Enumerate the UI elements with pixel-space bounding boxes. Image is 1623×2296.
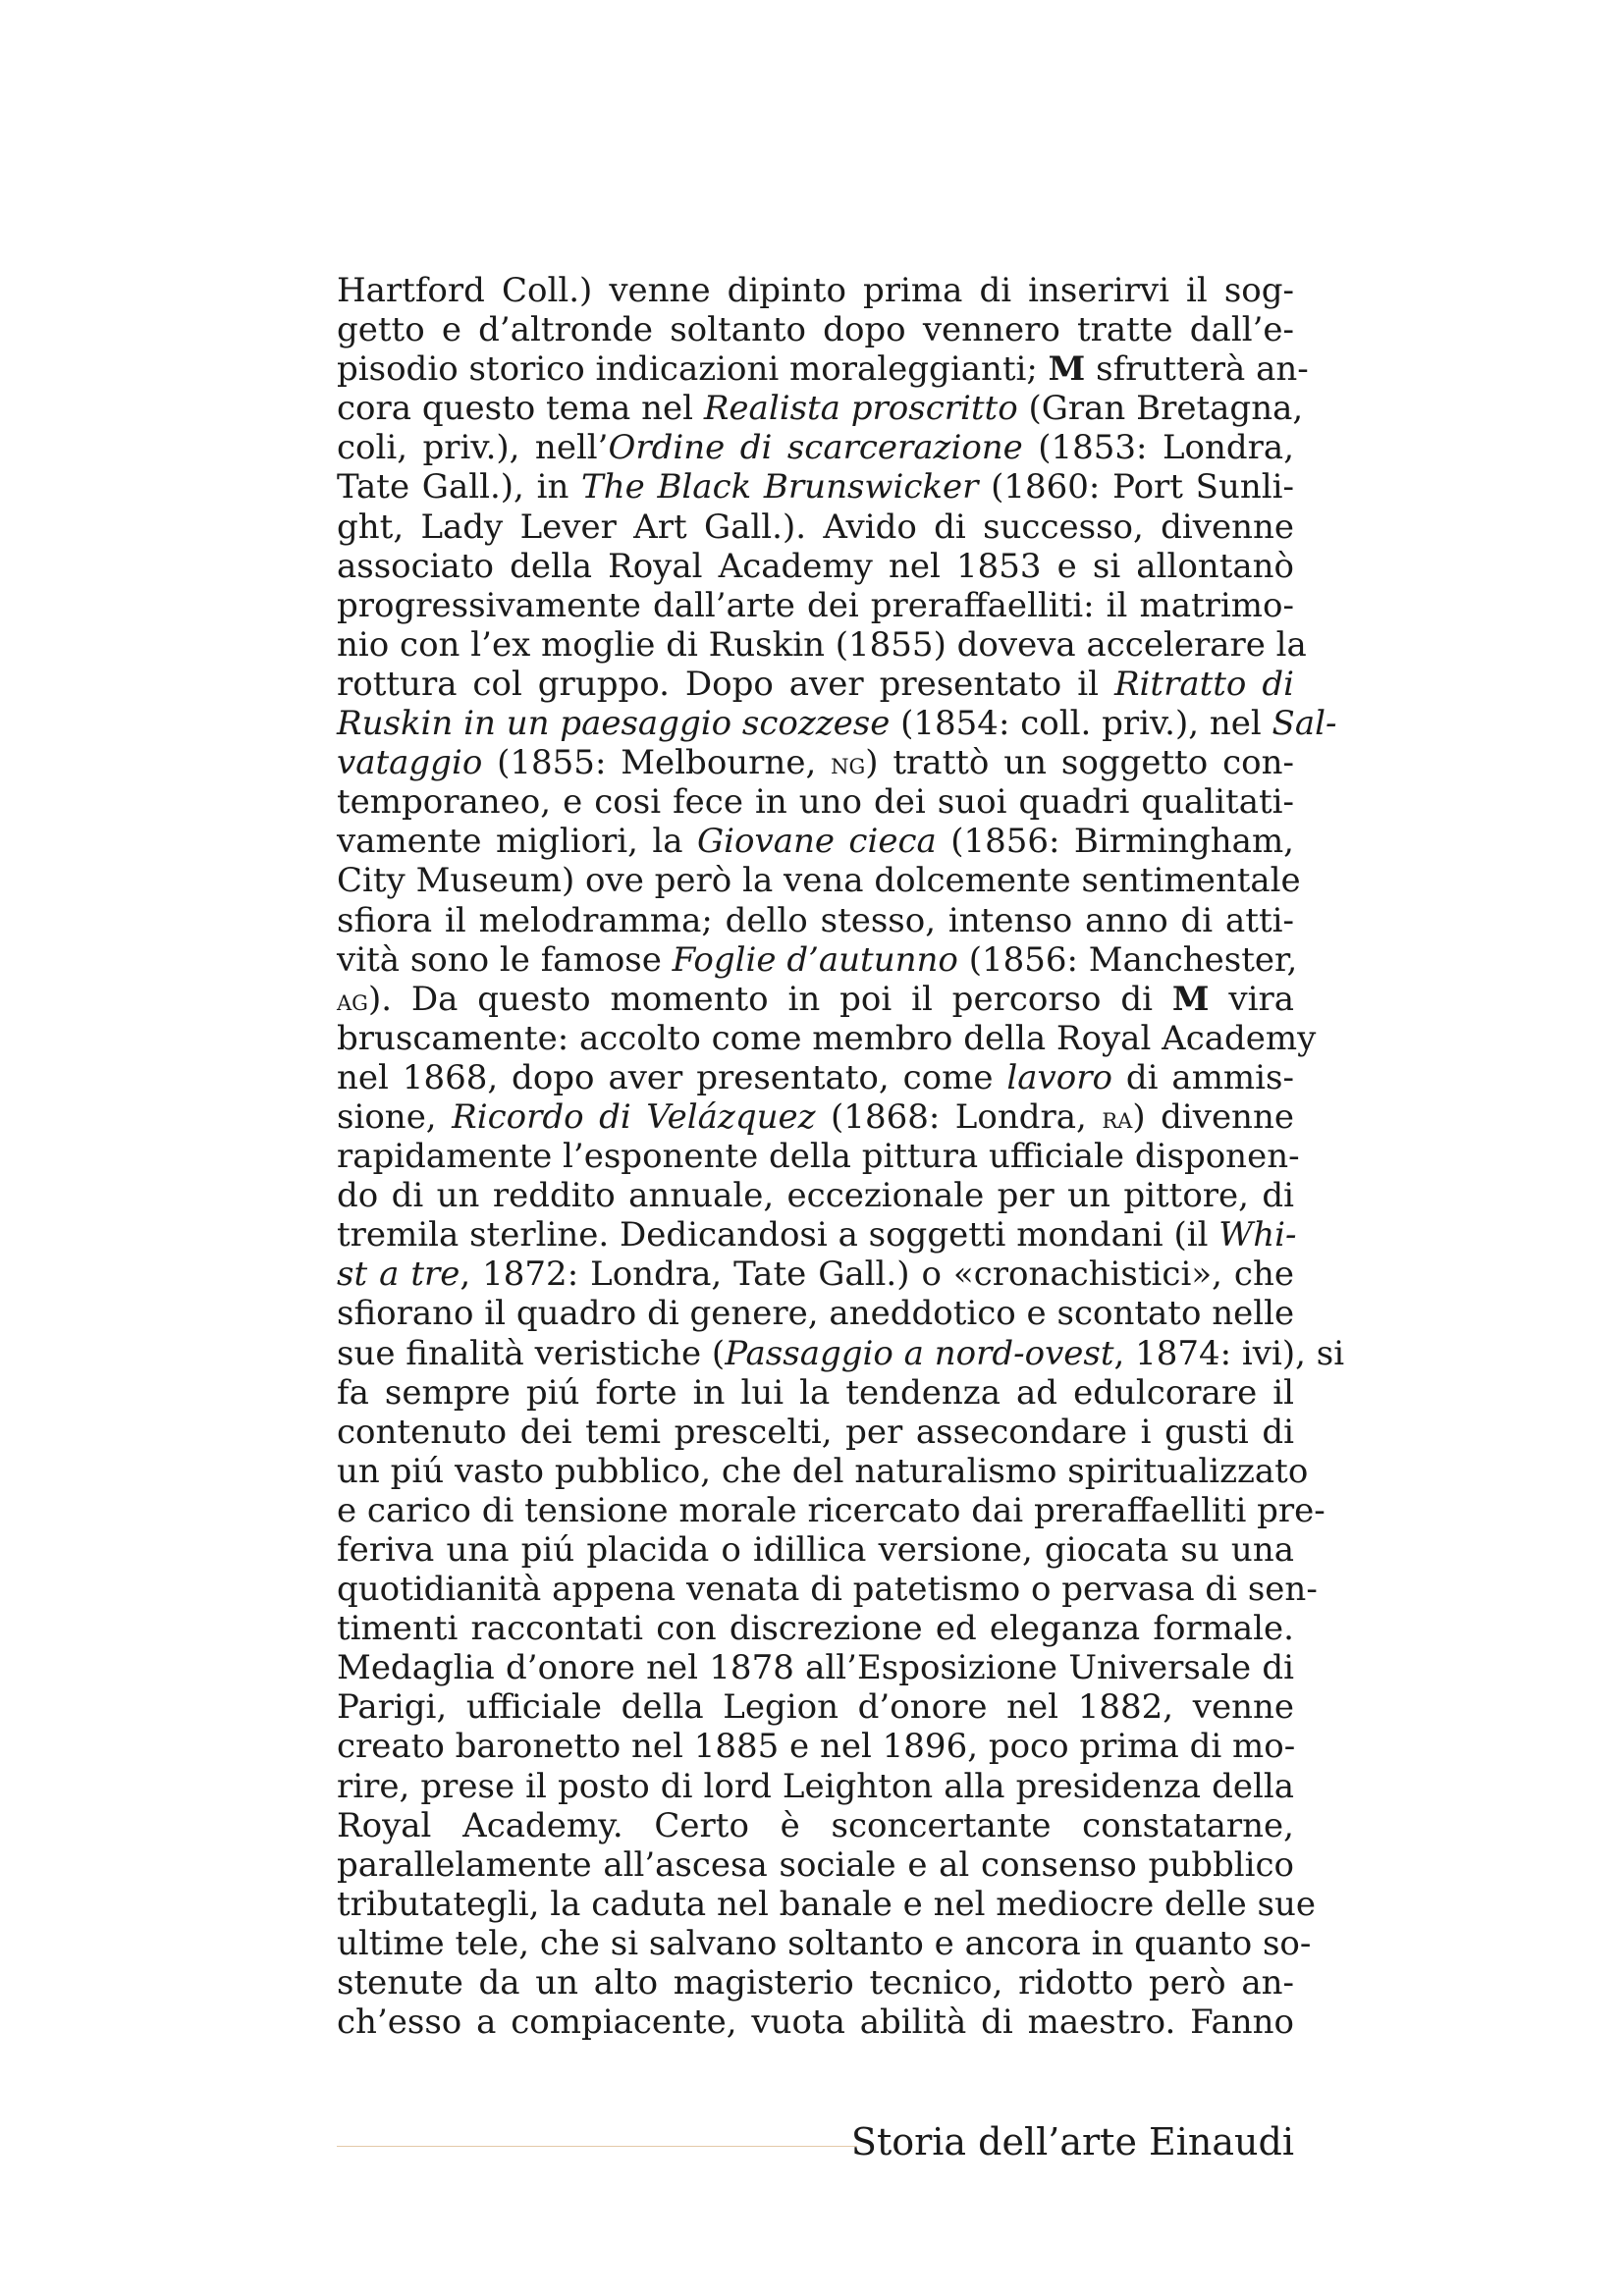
artwork-title: Realista proscritto — [703, 389, 1018, 429]
artwork-title: Whi- — [1218, 1215, 1297, 1255]
artwork-title: Ordine di scarcerazione — [608, 428, 1023, 468]
text-line: Medaglia d’onore nel 1878 all’Esposizione Universale di — [337, 1648, 1294, 1688]
artwork-title: Passaggio a nord-ovest — [725, 1333, 1114, 1373]
text-line: Ruskin in un paesaggio scozzese (1854: coll. priv.), nel Sal- — [337, 704, 1337, 744]
text-line: tremila sterline. Dedicandosi a soggetti mondani (il Whi- — [337, 1215, 1297, 1255]
text-line: temporaneo, e cosi fece in uno dei suoi quadri qualitati- — [337, 782, 1294, 823]
text-line: Tate Gall.), in The Black Brunswicker (1860: Port Sunli- — [337, 467, 1294, 507]
text-line: cora questo tema nel Realista proscritto (Gran Bretagna, — [337, 389, 1304, 429]
text-line: quotidianità appena venata di patetismo o pervasa di sen- — [337, 1570, 1318, 1610]
text-line: rapidamente l’esponente della pittura ufficiale disponen- — [337, 1137, 1300, 1177]
text-line: sue finalità veristiche (Passaggio a nord-ovest, 1874: ivi), si — [337, 1333, 1345, 1373]
museum-abbr: ag — [337, 983, 368, 1018]
artwork-title: vataggio — [337, 743, 483, 783]
text-line: City Museum) ove però la vena dolcemente sentimentale — [337, 861, 1301, 901]
museum-abbr: ng — [831, 747, 866, 782]
text-line: getto e d’altronde soltanto dopo vennero tratte dall’e- — [337, 310, 1294, 350]
text-line: sione, Ricordo di Velázquez (1868: Londra, ra) divenne — [337, 1096, 1294, 1137]
artwork-title: Ruskin in un paesaggio scozzese — [337, 704, 891, 744]
artwork-title: Ricordo di Velázquez — [452, 1096, 816, 1137]
text-line: creato baronetto nel 1885 e nel 1896, poco prima di mo- — [337, 1727, 1296, 1767]
text-line: sfiorano il quadro di genere, aneddotico e scontato nelle — [337, 1294, 1295, 1334]
text-line: pisodio storico indicazioni moraleggianti; M sfrutterà an- — [337, 349, 1309, 390]
text-line: vità sono le famose Foglie d’autunno (1856: Manchester, — [337, 939, 1298, 980]
artwork-title: Foglie d’autunno — [672, 939, 958, 980]
museum-abbr: ra — [1102, 1100, 1133, 1136]
artwork-title: Ritratto di — [1113, 664, 1294, 704]
text-line: bruscamente: accolto come membro della Royal Academy — [337, 1018, 1317, 1058]
text-line: timenti raccontati con discrezione ed eleganza formale. — [337, 1609, 1294, 1649]
text-line: nel 1868, dopo aver presentato, come lavoro di ammis- — [337, 1057, 1294, 1097]
emphasis: lavoro — [1006, 1057, 1112, 1097]
text-line: Royal Academy. Certo è sconcertante constatarne, — [337, 1805, 1294, 1845]
text-line: e carico di tensione morale ricercato dai preraffaelliti pre- — [337, 1490, 1325, 1530]
text-line: feriva una piú placida o idillica versione, giocata su una — [337, 1530, 1294, 1570]
text-line: fa sempre piú forte in lui la tendenza ad edulcorare il — [337, 1372, 1294, 1413]
text-line: tributategli, la caduta nel banale e nel mediocre delle sue — [337, 1884, 1317, 1924]
footer-title: Storia dell’arte Einaudi — [850, 2120, 1294, 2163]
text-line: ultime tele, che si salvano soltanto e ancora in quanto so- — [337, 1923, 1312, 1963]
text-line: associato della Royal Academy nel 1853 e si allontanò — [337, 546, 1294, 586]
footer-rule — [337, 2146, 857, 2147]
text-line: rire, prese il posto di lord Leighton alla presidenza della — [337, 1766, 1294, 1806]
artist-initial: M — [1171, 979, 1210, 1019]
article-body — [337, 271, 1345, 2043]
text-line: ch’esso a compiacente, vuota abilità di maestro. Fanno — [337, 2002, 1294, 2043]
artwork-title: The Black Brunswicker — [581, 467, 979, 507]
text-line: do di un reddito annuale, eccezionale per un pittore, di — [337, 1176, 1294, 1216]
artwork-title: Giovane cieca — [697, 822, 937, 862]
text-line: vataggio (1855: Melbourne, ng) trattò un soggetto con- — [337, 743, 1294, 783]
text-line: Hartford Coll.) venne dipinto prima di inserirvi il sog- — [337, 271, 1294, 310]
text-line: Parigi, ufficiale della Legion d’onore nel 1882, venne — [337, 1687, 1294, 1728]
text-line: ag). Da questo momento in poi il percorso di M vira — [337, 979, 1294, 1019]
text-line: rottura col gruppo. Dopo aver presentato il Ritratto di — [337, 664, 1294, 704]
text-line: sfiora il melodramma; dello stesso, intenso anno di atti- — [337, 900, 1294, 940]
text-line: contenuto dei temi prescelti, per assecondare i gusti di — [337, 1412, 1294, 1452]
text-line: st a tre, 1872: Londra, Tate Gall.) o «cronachistici», che — [337, 1255, 1294, 1295]
text-line: ght, Lady Lever Art Gall.). Avido di successo, divenne — [337, 507, 1294, 547]
artwork-title: Sal- — [1271, 704, 1337, 744]
artist-initial: M — [1048, 349, 1086, 390]
text-line: parallelamente all’ascesa sociale e al consenso pubblico — [337, 1844, 1294, 1885]
text-line: progressivamente dall’arte dei preraffaelliti: il matrimo- — [337, 585, 1294, 625]
text-line: coli, priv.), nell’Ordine di scarcerazione (1853: Londra, — [337, 428, 1295, 468]
artwork-title: st a tre — [337, 1255, 460, 1295]
text-line: stenute da un alto magisterio tecnico, ridotto però an- — [337, 1963, 1294, 2003]
text-line: nio con l’ex moglie di Ruskin (1855) doveva accelerare la — [337, 624, 1307, 665]
text-line: vamente migliori, la Giovane cieca (1856: Birmingham, — [337, 822, 1294, 862]
text-line: un piú vasto pubblico, che del naturalismo spiritualizzato — [337, 1451, 1309, 1491]
